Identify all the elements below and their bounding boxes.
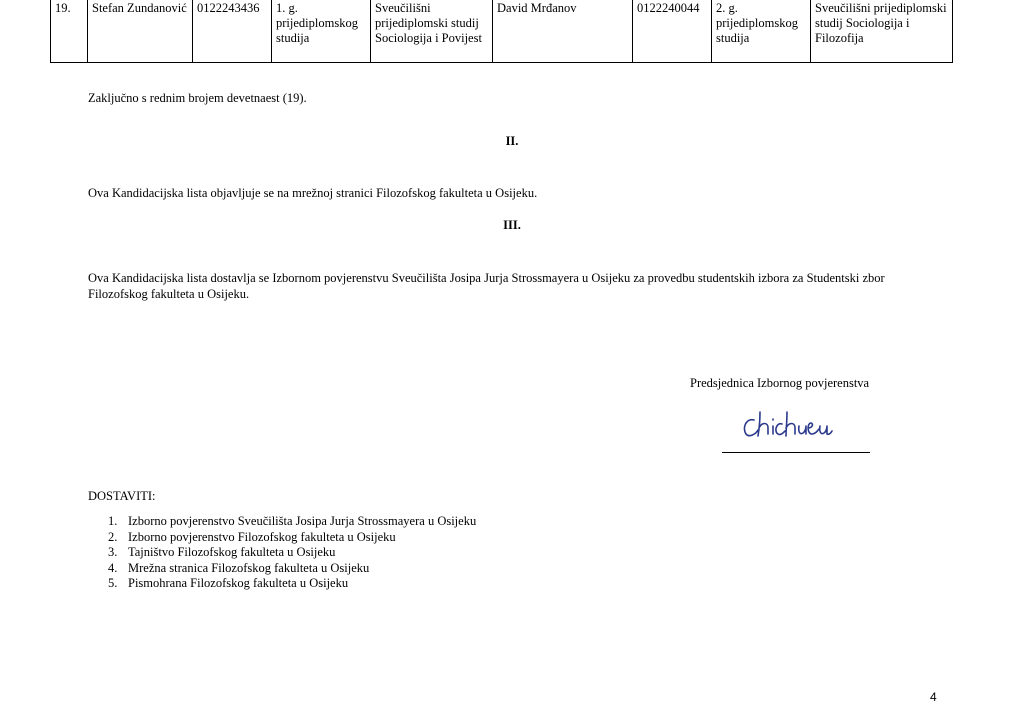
deputy-name: David Mrđanov [493,0,633,63]
page-number: 4 [930,690,937,704]
deputy-id: 0122240044 [633,0,712,63]
row-number: 19. [51,0,88,63]
candidate-study: Sveučilišni prijediplomski studij Sociologija i Povijest [371,0,493,63]
candidate-year: 1. g. prijediplomskog studija [272,0,371,63]
section-2-text: Ova Kandidacijska lista objavljuje se na mrežnoj stranici Filozofskog fakulteta u Osijeku. [88,186,538,200]
section-3-heading: III. [503,218,521,232]
signature-line [722,452,870,453]
list-item: 3. Tajništvo Filozofskog fakulteta u Osijeku [108,545,336,559]
deputy-year: 2. g. prijediplomskog studija [712,0,811,63]
candidate-id: 0122243436 [193,0,272,63]
candidate-table [50,0,953,63]
list-item: 1. Izborno povjerenstvo Sveučilišta Josipa Jurja Strossmayera u Osijeku [108,514,477,528]
signature-title: Predsjednica Izbornog povjerenstva [690,376,870,390]
table-row [51,0,953,63]
list-item: 5. Pismohrana Filozofskog fakulteta u Osijeku [108,576,349,590]
deputy-study: Sveučilišni prijediplomski studij Sociologija i Filozofija [811,0,953,63]
delivery-list [88,514,476,592]
candidate-name: Stefan Zundanović [88,0,193,63]
delivery-heading: DOSTAVITI: [88,489,156,503]
list-item: 4. Mrežna stranica Filozofskog fakulteta u Osijeku [108,560,370,575]
closing-line: Zaključno s rednim brojem devetnaest (19). [88,91,307,105]
handwritten-signature [740,404,850,440]
list-item: 2. Izborno povjerenstvo Filozofskog fakulteta u Osijeku [108,529,396,544]
section-2-heading: II. [505,134,519,148]
section-3-text-line-2: Filozofskog fakulteta u Osijeku. [88,287,250,301]
section-3-text-line-1: Ova Kandidacijska lista dostavlja se Izbornom povjerenstvu Sveučilišta Josipa Jurja Strossmayera u Osijeku za provedbu studentskih izbora za Studentski zbor [88,271,885,285]
